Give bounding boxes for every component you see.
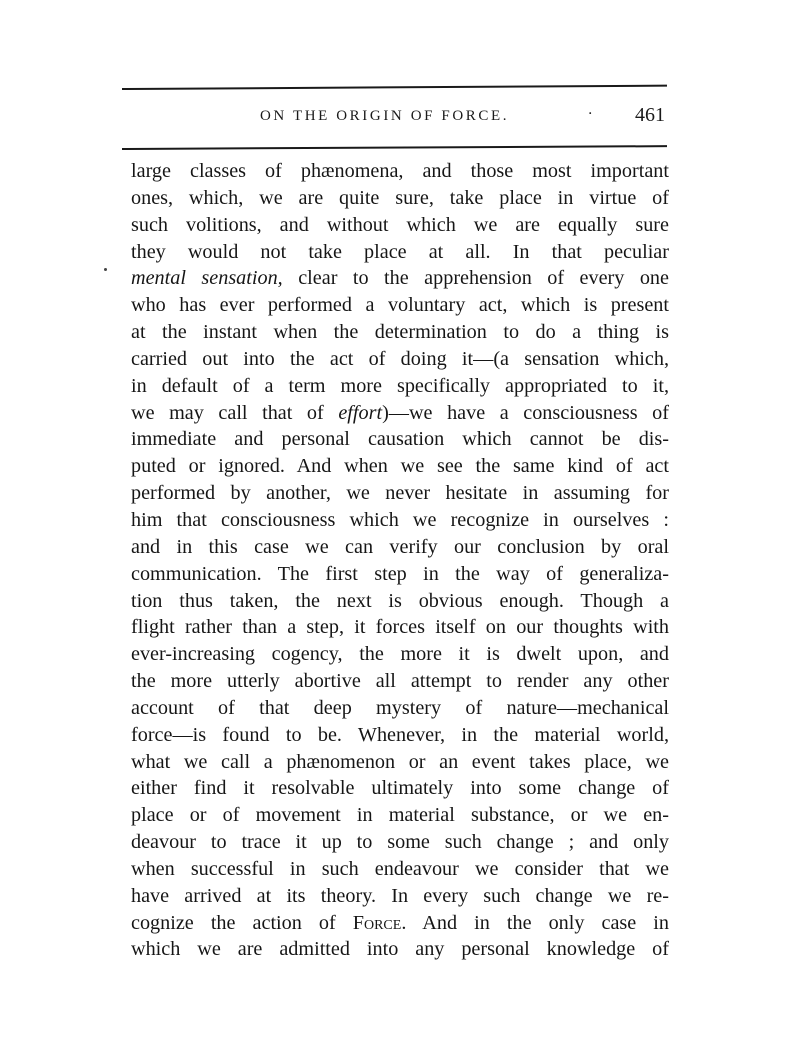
text-line: tion thus taken, the next is obvious enough. Though a — [131, 589, 669, 612]
text-line: and in this case we can verify our conclusion by oral — [131, 535, 669, 558]
text-line: force—is found to be. Whenever, in the material world, — [131, 723, 669, 746]
text-line: immediate and personal causation which cannot be dis- — [131, 428, 669, 451]
header-rule-bottom — [122, 145, 667, 150]
text-line: we may call that of effort)—we have a consciousness of — [131, 401, 670, 424]
body-text — [131, 158, 669, 963]
text-line: when successful in such endeavour we consider that we — [131, 857, 669, 880]
text-line: in default of a term more specifically appropriated to it, — [131, 374, 669, 397]
text-line: such volitions, and without which we are equally sure — [131, 213, 669, 236]
text-line: what we call a phænomenon or an event takes place, we — [131, 750, 669, 773]
text-line: communication. The first step in the way of generaliza- — [131, 562, 669, 585]
text-line: large classes of phænomena, and those most important — [131, 160, 669, 182]
text-line: him that consciousness which we recognize in ourselves : — [131, 508, 669, 531]
running-head: ON THE ORIGIN OF FORCE. — [260, 108, 510, 124]
text-line: have arrived at its theory. In every such change we re- — [131, 884, 669, 907]
text-line: cognize the action of Force. And in the only case in — [131, 911, 669, 934]
page-number: 461 — [635, 104, 665, 126]
text-line: performed by another, we never hesitate in assuming for — [131, 482, 669, 505]
italic-word: effort — [338, 401, 383, 424]
text-line: either find it resolvable ultimately into some change of — [131, 777, 669, 800]
text-line: ones, which, we are quite sure, take place in virtue of — [131, 186, 669, 209]
text-line: which we are admitted into any personal knowledge of — [131, 938, 669, 961]
text-line: deavour to trace it up to some such change ; and only — [131, 831, 669, 854]
text-line: who has ever performed a voluntary act, which is present — [131, 294, 669, 317]
text-line: the more utterly abortive all attempt to render any other — [131, 670, 669, 693]
italic-phrase: mental sensation, — [131, 267, 283, 290]
text-line: mental sensation, clear to the apprehension of every one — [131, 267, 669, 290]
text-line: carried out into the act of doing it—(a sensation which, — [131, 347, 669, 370]
page-header — [122, 104, 667, 134]
text-line: they would not take place at all. In that peculiar — [131, 240, 669, 263]
text-line: place or of movement in material substance, or we en- — [131, 804, 669, 827]
header-rule-top — [122, 85, 667, 90]
text-line: ever-increasing cogency, the more it is dwelt upon, and — [131, 643, 669, 666]
text-line: at the instant when the determination to do a thing is — [131, 321, 669, 344]
text-line: account of that deep mystery of nature—mechanical — [131, 696, 669, 719]
small-caps-word: Force — [352, 911, 402, 934]
text-line: puted or ignored. And when we see the same kind of act — [131, 455, 669, 478]
margin-mark — [104, 268, 107, 271]
header-dot: · — [588, 106, 593, 122]
text-line: flight rather than a step, it forces itself on our thoughts with — [131, 616, 669, 639]
